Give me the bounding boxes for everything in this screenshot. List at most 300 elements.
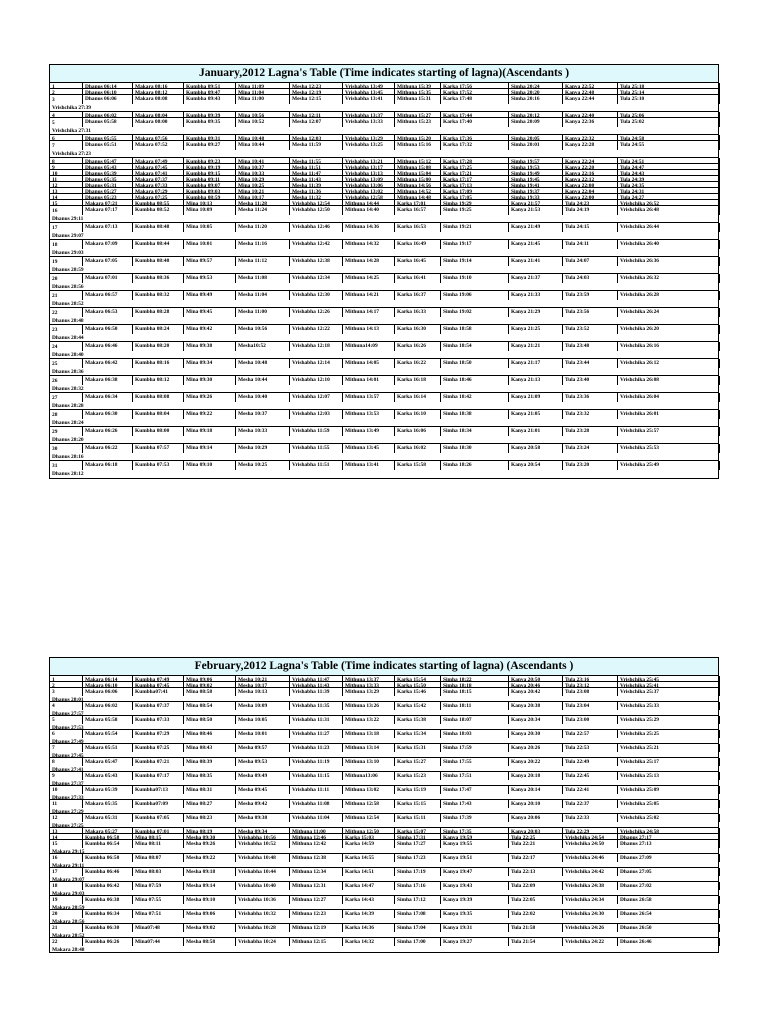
lagna-cell: Kumbha 07:53 bbox=[133, 461, 184, 470]
lagna-cell: Tula 23:28 bbox=[563, 427, 618, 436]
lagna-cell: Makara 05:43 bbox=[83, 772, 133, 780]
lagna-cell: Kumbha 08:59 bbox=[184, 194, 236, 202]
table-row bbox=[50, 910, 718, 924]
lagna-cell: Kanya 21:05 bbox=[509, 410, 563, 419]
lagna-cell: Tula 22:05 bbox=[509, 896, 563, 904]
lagna-cell: Dhanus 28:48 bbox=[52, 317, 84, 324]
lagna-cell: Mina 09:45 bbox=[184, 308, 236, 317]
lagna-cell: Kanya 20:46 bbox=[509, 682, 563, 690]
lagna-cell: Karka 15:46 bbox=[395, 688, 441, 696]
lagna-cell: Makara 06:38 bbox=[83, 376, 133, 385]
lagna-cell: Mithuna 12:42 bbox=[290, 840, 343, 848]
lagna-cell: Vrishabha 10:36 bbox=[236, 896, 290, 904]
lagna-cell: Tula 24:35 bbox=[618, 182, 720, 190]
lagna-cell: Tula 23:00 bbox=[563, 716, 618, 724]
lagna-cell: Vrishchika 24:46 bbox=[563, 854, 618, 862]
lagna-cell: Vrishchika 24:54 bbox=[563, 834, 618, 842]
lagna-cell: Tula 22:49 bbox=[563, 758, 618, 766]
date-cell: 17 bbox=[50, 868, 83, 876]
lagna-cell: Makara 07:05 bbox=[83, 257, 133, 266]
lagna-cell: Dhanus 29:11 bbox=[52, 215, 84, 222]
lagna-cell: Simha 17:12 bbox=[395, 896, 441, 904]
table-row bbox=[50, 308, 718, 325]
lagna-cell: Kumbha 07:21 bbox=[133, 758, 184, 766]
january-table-rows bbox=[50, 83, 718, 478]
lagna-cell: Tula 24:19 bbox=[563, 206, 618, 215]
lagna-cell: Makara 07:52 bbox=[133, 141, 184, 150]
lagna-cell: Makara 08:00 bbox=[133, 118, 184, 127]
lagna-cell: Dhanus 05:39 bbox=[83, 170, 133, 178]
lagna-cell: Mina 09:30 bbox=[184, 376, 236, 385]
lagna-cell: Kumbha07:09 bbox=[133, 800, 184, 808]
lagna-cell: Makara 07:01 bbox=[83, 274, 133, 283]
lagna-cell: Mina 10:17 bbox=[236, 194, 290, 202]
lagna-cell: Kanya 20:14 bbox=[509, 786, 563, 794]
lagna-cell: Mithuna 13:45 bbox=[343, 444, 395, 453]
lagna-cell: Vrishchika 26:04 bbox=[618, 393, 720, 402]
lagna-cell: Kumbha 06:54 bbox=[83, 840, 133, 848]
lagna-cell: Vrishabha 11:15 bbox=[290, 772, 343, 780]
lagna-cell: Karka 16:10 bbox=[395, 410, 441, 419]
lagna-cell: Simha 17:55 bbox=[441, 758, 509, 766]
lagna-cell: Mithuna 14:17 bbox=[343, 308, 395, 317]
lagna-cell: Kanya 20:42 bbox=[509, 688, 563, 696]
lagna-cell: Mithuna 12:50 bbox=[343, 828, 395, 836]
lagna-cell: Vrishchika 25:45 bbox=[618, 676, 720, 684]
lagna-cell: Tula 23:32 bbox=[563, 410, 618, 419]
lagna-cell: Vrishabha 10:52 bbox=[236, 840, 290, 848]
lagna-cell: Karka 14:51 bbox=[343, 868, 395, 876]
table-row bbox=[50, 702, 718, 716]
lagna-cell: Dhanus 27:13 bbox=[618, 840, 720, 848]
lagna-cell: Mithuna 15:08 bbox=[395, 164, 441, 172]
lagna-cell: Karka 17:32 bbox=[441, 141, 509, 150]
lagna-cell: Kumbha 08:00 bbox=[133, 427, 184, 436]
lagna-cell: Dhanus 05:31 bbox=[83, 182, 133, 190]
table-row bbox=[50, 688, 718, 702]
lagna-cell: Kanya 22:52 bbox=[563, 83, 618, 91]
lagna-cell: Mesha 12:15 bbox=[290, 95, 343, 104]
date-cell: 21 bbox=[50, 291, 83, 300]
table-row bbox=[50, 938, 718, 952]
lagna-cell: Vrishabha 11:23 bbox=[290, 744, 343, 752]
lagna-cell: Makara 06:53 bbox=[83, 308, 133, 317]
lagna-cell: Mina 09:22 bbox=[184, 410, 236, 419]
lagna-cell: Vrishabha 10:28 bbox=[236, 924, 290, 932]
lagna-cell: Vrishabha 12:38 bbox=[290, 257, 343, 266]
lagna-cell: Makara 07:41 bbox=[133, 170, 184, 178]
lagna-cell: Vrishchika 24:34 bbox=[563, 896, 618, 904]
lagna-cell: Vrishabha 12:50 bbox=[290, 206, 343, 215]
lagna-cell: Vrishchika 26:52 bbox=[618, 200, 720, 208]
table-row bbox=[50, 410, 718, 427]
lagna-cell: Tula 23:52 bbox=[563, 325, 618, 334]
lagna-cell: Dhanus 05:27 bbox=[83, 188, 133, 196]
lagna-cell: Kanya 20:30 bbox=[509, 730, 563, 738]
lagna-cell: Mina 08:50 bbox=[184, 716, 236, 724]
lagna-cell: Mina 09:14 bbox=[184, 444, 236, 453]
lagna-cell: Karka 17:48 bbox=[441, 95, 509, 104]
lagna-cell: Mithuna 13:22 bbox=[343, 716, 395, 724]
table-row bbox=[50, 800, 718, 814]
lagna-cell: Makara 07:33 bbox=[133, 182, 184, 190]
lagna-cell: Dhanus 26:46 bbox=[618, 938, 720, 946]
lagna-cell: Tula 22:02 bbox=[509, 910, 563, 918]
lagna-cell: Mithuna 14:01 bbox=[343, 376, 395, 385]
lagna-cell: Tula 24:39 bbox=[618, 176, 720, 184]
lagna-cell: Mithuna 15:31 bbox=[395, 95, 441, 104]
table-row bbox=[50, 257, 718, 274]
lagna-cell: Dhanus 28:36 bbox=[52, 368, 84, 375]
lagna-cell: Vrishabha 11:39 bbox=[290, 688, 343, 696]
lagna-cell: Dhanus 28:24 bbox=[52, 419, 84, 426]
lagna-cell: Makara 06:26 bbox=[83, 427, 133, 436]
lagna-cell: Simha 18:38 bbox=[441, 410, 509, 419]
lagna-cell: Karka 17:56 bbox=[441, 83, 509, 91]
lagna-cell: Karka 15:11 bbox=[395, 814, 441, 822]
lagna-cell: Mesha 08:58 bbox=[184, 938, 236, 946]
lagna-cell: Vrishabha 13:33 bbox=[343, 118, 395, 127]
lagna-cell: Dhanus 26:58 bbox=[618, 896, 720, 904]
lagna-cell: Simha 18:22 bbox=[441, 676, 509, 684]
lagna-cell: Mina 11:00 bbox=[236, 95, 290, 104]
date-cell: 2 bbox=[50, 89, 83, 97]
lagna-cell: Kumbha 07:37 bbox=[133, 702, 184, 710]
lagna-cell: Mesha 11:51 bbox=[290, 164, 343, 172]
lagna-cell: Makara 07:37 bbox=[133, 176, 184, 184]
lagna-cell: Mithuna 15:00 bbox=[395, 176, 441, 184]
lagna-cell: Kanya 19:31 bbox=[441, 924, 509, 932]
lagna-cell: Tula 24:07 bbox=[563, 257, 618, 266]
lagna-cell: Simha 17:39 bbox=[441, 814, 509, 822]
lagna-cell: Tula 22:25 bbox=[509, 834, 563, 842]
lagna-cell: Mesha 12:23 bbox=[290, 83, 343, 91]
lagna-cell: Simha 20:12 bbox=[509, 112, 563, 120]
lagna-cell: Kanya 21:57 bbox=[509, 200, 563, 208]
lagna-cell: Makara 07:09 bbox=[83, 240, 133, 249]
lagna-cell: Makara 06:57 bbox=[83, 291, 133, 300]
lagna-cell: Mesha 10:21 bbox=[236, 676, 290, 684]
lagna-cell: Kanya 21:17 bbox=[509, 359, 563, 368]
date-cell: 17 bbox=[50, 223, 83, 232]
lagna-cell: Kumbha07:13 bbox=[133, 786, 184, 794]
lagna-cell: Kanya 20:10 bbox=[509, 800, 563, 808]
lagna-cell: Kumbha 08:24 bbox=[133, 325, 184, 334]
lagna-cell: Mithuna 15:20 bbox=[395, 135, 441, 143]
lagna-cell: Tula 24:15 bbox=[563, 223, 618, 232]
date-cell: 27 bbox=[50, 393, 83, 402]
lagna-cell: Dhanus 27:33 bbox=[52, 795, 84, 801]
lagna-cell: Mina 09:18 bbox=[184, 427, 236, 436]
lagna-cell: Mithuna 14:40 bbox=[343, 206, 395, 215]
lagna-cell: Simha 20:01 bbox=[509, 141, 563, 150]
lagna-cell: Dhanus 27:37 bbox=[52, 781, 84, 787]
date-cell: 31 bbox=[50, 461, 83, 470]
lagna-cell: Mesha 10:44 bbox=[236, 376, 290, 385]
lagna-cell: Kanya 22:00 bbox=[563, 194, 618, 202]
lagna-cell: Kumbha07:41 bbox=[133, 688, 184, 696]
lagna-cell: Vrishchika 26:16 bbox=[618, 342, 720, 351]
lagna-cell: Mesha 11:43 bbox=[290, 176, 343, 184]
lagna-cell: Mina 09:38 bbox=[184, 342, 236, 351]
lagna-cell: Karka 15:23 bbox=[395, 772, 441, 780]
lagna-cell: Makara 06:42 bbox=[83, 359, 133, 368]
date-cell: 24 bbox=[50, 342, 83, 351]
lagna-cell: Tula 24:23 bbox=[563, 200, 618, 208]
lagna-cell: Kumbha 08:12 bbox=[133, 376, 184, 385]
table-row bbox=[50, 730, 718, 744]
lagna-cell: Vrishchika 25:37 bbox=[618, 688, 720, 696]
lagna-cell: Makara 06:50 bbox=[83, 325, 133, 334]
lagna-cell: Mithuna 12:58 bbox=[343, 800, 395, 808]
date-cell: 6 bbox=[50, 730, 83, 738]
date-cell: 19 bbox=[50, 257, 83, 266]
lagna-cell: Kanya 21:53 bbox=[509, 206, 563, 215]
lagna-cell: Simha 19:41 bbox=[509, 182, 563, 190]
lagna-cell: Kanya 20:22 bbox=[509, 758, 563, 766]
lagna-cell: Karka 17:01 bbox=[395, 200, 441, 208]
date-cell: 5 bbox=[50, 716, 83, 724]
lagna-cell: Dhanus 27:41 bbox=[52, 767, 84, 773]
lagna-cell: Dhanus 05:51 bbox=[83, 141, 133, 150]
lagna-cell: Vrishchika 26:32 bbox=[618, 274, 720, 283]
lagna-cell: Mithuna 13:14 bbox=[343, 744, 395, 752]
lagna-cell: Simha 18:07 bbox=[441, 716, 509, 724]
lagna-cell: Mesha 11:36 bbox=[290, 188, 343, 196]
lagna-cell: Tula 23:40 bbox=[563, 376, 618, 385]
lagna-cell: Mithuna 12:15 bbox=[290, 938, 343, 946]
lagna-cell: Mithuna 15:39 bbox=[395, 83, 441, 91]
lagna-cell: Kumbha 08:40 bbox=[133, 257, 184, 266]
lagna-cell: Simha 18:03 bbox=[441, 730, 509, 738]
lagna-cell: Dhanus 06:06 bbox=[83, 95, 133, 104]
lagna-cell: Karka 15:38 bbox=[395, 716, 441, 724]
lagna-cell: Karka 16:37 bbox=[395, 291, 441, 300]
lagna-cell: Simha 19:21 bbox=[441, 223, 509, 232]
lagna-cell: Tula 22:33 bbox=[563, 814, 618, 822]
lagna-cell: Mithuna 15:16 bbox=[395, 141, 441, 150]
lagna-cell: Vrishabha 10:48 bbox=[236, 854, 290, 862]
date-cell: 9 bbox=[50, 772, 83, 780]
lagna-cell: Tula 22:57 bbox=[563, 730, 618, 738]
lagna-cell: Vrishchika 27:23 bbox=[52, 150, 91, 157]
date-cell: 12 bbox=[50, 814, 83, 822]
lagna-cell: Vrishabha 12:07 bbox=[290, 393, 343, 402]
lagna-cell: Vrishchika 25:21 bbox=[618, 744, 720, 752]
lagna-cell: Vrishabha 12:26 bbox=[290, 308, 343, 317]
lagna-cell: Vrishchika 24:58 bbox=[618, 828, 720, 836]
lagna-cell: Dhanus 28:01 bbox=[52, 697, 84, 703]
lagna-cell: Dhanus 27:45 bbox=[52, 753, 84, 759]
date-cell: 15 bbox=[50, 200, 83, 208]
lagna-cell: Tula 24:11 bbox=[563, 240, 618, 249]
lagna-cell: Simha 18:46 bbox=[441, 376, 509, 385]
lagna-cell: Dhanus 28:44 bbox=[52, 334, 84, 341]
lagna-cell: Kanya 21:29 bbox=[509, 308, 563, 317]
lagna-cell: Kanya 22:28 bbox=[563, 141, 618, 150]
lagna-cell: Makara 05:35 bbox=[83, 800, 133, 808]
date-cell: 4 bbox=[50, 112, 83, 120]
lagna-cell: Mithuna 14:36 bbox=[343, 223, 395, 232]
lagna-cell: Simha 17:23 bbox=[395, 854, 441, 862]
lagna-cell: Mesha 10:29 bbox=[236, 444, 290, 453]
lagna-cell: Tula 22:17 bbox=[509, 854, 563, 862]
lagna-cell: Karka 16:57 bbox=[395, 206, 441, 215]
lagna-cell: Dhanus 05:47 bbox=[83, 158, 133, 166]
lagna-cell: Dhanus 28:52 bbox=[52, 300, 84, 307]
lagna-cell: Makara 29:07 bbox=[52, 877, 85, 883]
lagna-cell: Mithuna 12:46 bbox=[290, 834, 343, 842]
lagna-cell: Dhanus 27:29 bbox=[52, 809, 84, 815]
lagna-cell: Simha 19:53 bbox=[509, 164, 563, 172]
lagna-cell: Mina 08:27 bbox=[184, 800, 236, 808]
lagna-cell: Kanya 19:43 bbox=[441, 882, 509, 890]
lagna-cell: Kumbha 07:25 bbox=[133, 744, 184, 752]
lagna-cell: Vrishchika 25:05 bbox=[618, 800, 720, 808]
lagna-cell: Vrishabha 11:31 bbox=[290, 716, 343, 724]
lagna-cell: Kumbha 06:58 bbox=[83, 834, 133, 842]
lagna-cell: Mina 08:31 bbox=[184, 786, 236, 794]
table-row bbox=[50, 716, 718, 730]
lagna-cell: Kanya 22:16 bbox=[563, 170, 618, 178]
table-row bbox=[50, 814, 718, 828]
lagna-cell: Mina 09:26 bbox=[184, 393, 236, 402]
lagna-cell: Karka 16:53 bbox=[395, 223, 441, 232]
lagna-cell: Mithuna 13:49 bbox=[343, 427, 395, 436]
lagna-cell: Vrishabha 11:51 bbox=[290, 461, 343, 470]
date-cell: 28 bbox=[50, 410, 83, 419]
lagna-cell: Karka 16:45 bbox=[395, 257, 441, 266]
lagna-cell: Karka 17:44 bbox=[441, 112, 509, 120]
date-cell: 15 bbox=[50, 840, 83, 848]
lagna-cell: Mesha 10:48 bbox=[236, 359, 290, 368]
table-row bbox=[50, 325, 718, 342]
lagna-cell: Kanya 20:58 bbox=[509, 444, 563, 453]
lagna-cell: Mina 11:09 bbox=[236, 83, 290, 91]
lagna-cell: Mesha 11:55 bbox=[290, 158, 343, 166]
lagna-cell: Mithuna 15:23 bbox=[395, 118, 441, 127]
lagna-cell: Vrishchika 24:30 bbox=[563, 910, 618, 918]
lagna-cell: Kanya 21:33 bbox=[509, 291, 563, 300]
lagna-cell: Kanya 20:50 bbox=[509, 676, 563, 684]
lagna-cell: Vrishabha 13:09 bbox=[343, 176, 395, 184]
lagna-cell: Makara 29:03 bbox=[52, 891, 85, 897]
lagna-cell: Makara 07:45 bbox=[133, 164, 184, 172]
lagna-cell: Kanya 21:25 bbox=[509, 325, 563, 334]
lagna-cell: Tula 22:13 bbox=[509, 868, 563, 876]
lagna-cell: Mina 09:42 bbox=[184, 325, 236, 334]
lagna-cell: Kanya 19:55 bbox=[441, 840, 509, 848]
lagna-cell: Tula 23:16 bbox=[563, 676, 618, 684]
lagna-cell: Tula 23:12 bbox=[563, 682, 618, 690]
lagna-cell: Simha 17:35 bbox=[441, 828, 509, 836]
lagna-cell: Mesha 10:40 bbox=[236, 393, 290, 402]
date-cell: 3 bbox=[50, 688, 83, 696]
lagna-cell: Karka 14:59 bbox=[343, 840, 395, 848]
lagna-cell: Simha 19:25 bbox=[441, 206, 509, 215]
lagna-cell: Dhanus 27:09 bbox=[618, 854, 720, 862]
lagna-cell: Kumbha 08:20 bbox=[133, 342, 184, 351]
lagna-cell: Makara 05:27 bbox=[83, 828, 133, 836]
lagna-cell: Mesha 11:24 bbox=[236, 206, 290, 215]
lagna-cell: Mithuna 13:29 bbox=[343, 688, 395, 696]
lagna-cell: Kumbha 06:26 bbox=[83, 938, 133, 946]
lagna-cell: Mina 07:55 bbox=[133, 896, 184, 904]
lagna-cell: Mithuna 14:28 bbox=[343, 257, 395, 266]
lagna-cell: Kumbha 07:45 bbox=[133, 682, 184, 690]
lagna-cell: Tula 22:53 bbox=[563, 744, 618, 752]
date-cell: 1 bbox=[50, 676, 83, 684]
lagna-cell: Mithuna 12:27 bbox=[290, 896, 343, 904]
lagna-cell: Tula 22:45 bbox=[563, 772, 618, 780]
lagna-cell: Mina 10:21 bbox=[236, 188, 290, 196]
lagna-cell: Vrishabha 11:43 bbox=[290, 682, 343, 690]
lagna-cell: Mina 10:44 bbox=[236, 141, 290, 150]
lagna-cell: Simha 20:09 bbox=[509, 118, 563, 127]
lagna-cell: Tula 23:24 bbox=[563, 444, 618, 453]
date-cell: 9 bbox=[50, 164, 83, 172]
lagna-cell: Vrishchika 24:42 bbox=[563, 868, 618, 876]
lagna-cell: Kumbha 07:29 bbox=[133, 730, 184, 738]
lagna-cell: Makara 05:51 bbox=[83, 744, 133, 752]
january-lagna-table bbox=[49, 64, 719, 479]
lagna-cell: Kanya 22:40 bbox=[563, 112, 618, 120]
lagna-cell: Vrishchika 25:33 bbox=[618, 702, 720, 710]
lagna-cell: Mithuna 12:38 bbox=[290, 854, 343, 862]
lagna-cell: Dhanus 28:56 bbox=[52, 283, 84, 290]
lagna-cell: Mina 07:59 bbox=[133, 882, 184, 890]
lagna-cell: Kanya 22:08 bbox=[563, 182, 618, 190]
lagna-cell: Kumbha 09:03 bbox=[184, 188, 236, 196]
table-row bbox=[50, 896, 718, 910]
lagna-cell: Mina 09:57 bbox=[184, 257, 236, 266]
lagna-cell: Dhanus 28:12 bbox=[52, 471, 84, 477]
lagna-cell: Mina 08:43 bbox=[184, 744, 236, 752]
lagna-cell: Karka 17:05 bbox=[441, 194, 509, 202]
lagna-cell: Simha 18:54 bbox=[441, 342, 509, 351]
lagna-cell: Kanya 21:45 bbox=[509, 240, 563, 249]
lagna-cell: Vrishabha 11:47 bbox=[290, 676, 343, 684]
lagna-cell: Makara 06:06 bbox=[83, 688, 133, 696]
lagna-cell: Vrishabha 10:24 bbox=[236, 938, 290, 946]
lagna-cell: Tula 23:44 bbox=[563, 359, 618, 368]
lagna-cell: Kanya 21:49 bbox=[509, 223, 563, 232]
lagna-cell: Mesha 12:03 bbox=[290, 135, 343, 143]
lagna-cell: Dhanus 27:25 bbox=[52, 823, 84, 829]
lagna-cell: Karka 17:21 bbox=[441, 170, 509, 178]
date-cell: 23 bbox=[50, 325, 83, 334]
lagna-cell: Mithuna 14:52 bbox=[395, 188, 441, 196]
lagna-cell: Mesha 09:57 bbox=[236, 744, 290, 752]
lagna-cell: Dhanus 29:03 bbox=[52, 249, 84, 256]
lagna-cell: Mina 10:25 bbox=[236, 182, 290, 190]
lagna-cell: Mesha 10:56 bbox=[236, 325, 290, 334]
lagna-cell: Kanya 20:38 bbox=[509, 702, 563, 710]
lagna-cell: Vrishabha 12:34 bbox=[290, 274, 343, 283]
lagna-cell: Dhanus 28:40 bbox=[52, 351, 84, 358]
lagna-cell: Makara 05:54 bbox=[83, 730, 133, 738]
lagna-cell: Kanya 21:37 bbox=[509, 274, 563, 283]
lagna-cell: Mithuna 15:27 bbox=[395, 112, 441, 120]
lagna-cell: Karka 16:02 bbox=[395, 444, 441, 453]
lagna-cell: Vrishchika 27:31 bbox=[52, 127, 91, 134]
lagna-cell: Mesha 11:00 bbox=[236, 308, 290, 317]
lagna-cell: Makara 06:30 bbox=[83, 410, 133, 419]
lagna-cell: Vrishchika 25:49 bbox=[618, 461, 720, 470]
date-cell: 6 bbox=[50, 135, 83, 143]
lagna-cell: Mina 10:37 bbox=[236, 164, 290, 172]
february-table-title: February,2012 Lagna's Table (Time indicates starting of lagna) (Ascendants ) bbox=[50, 658, 718, 676]
